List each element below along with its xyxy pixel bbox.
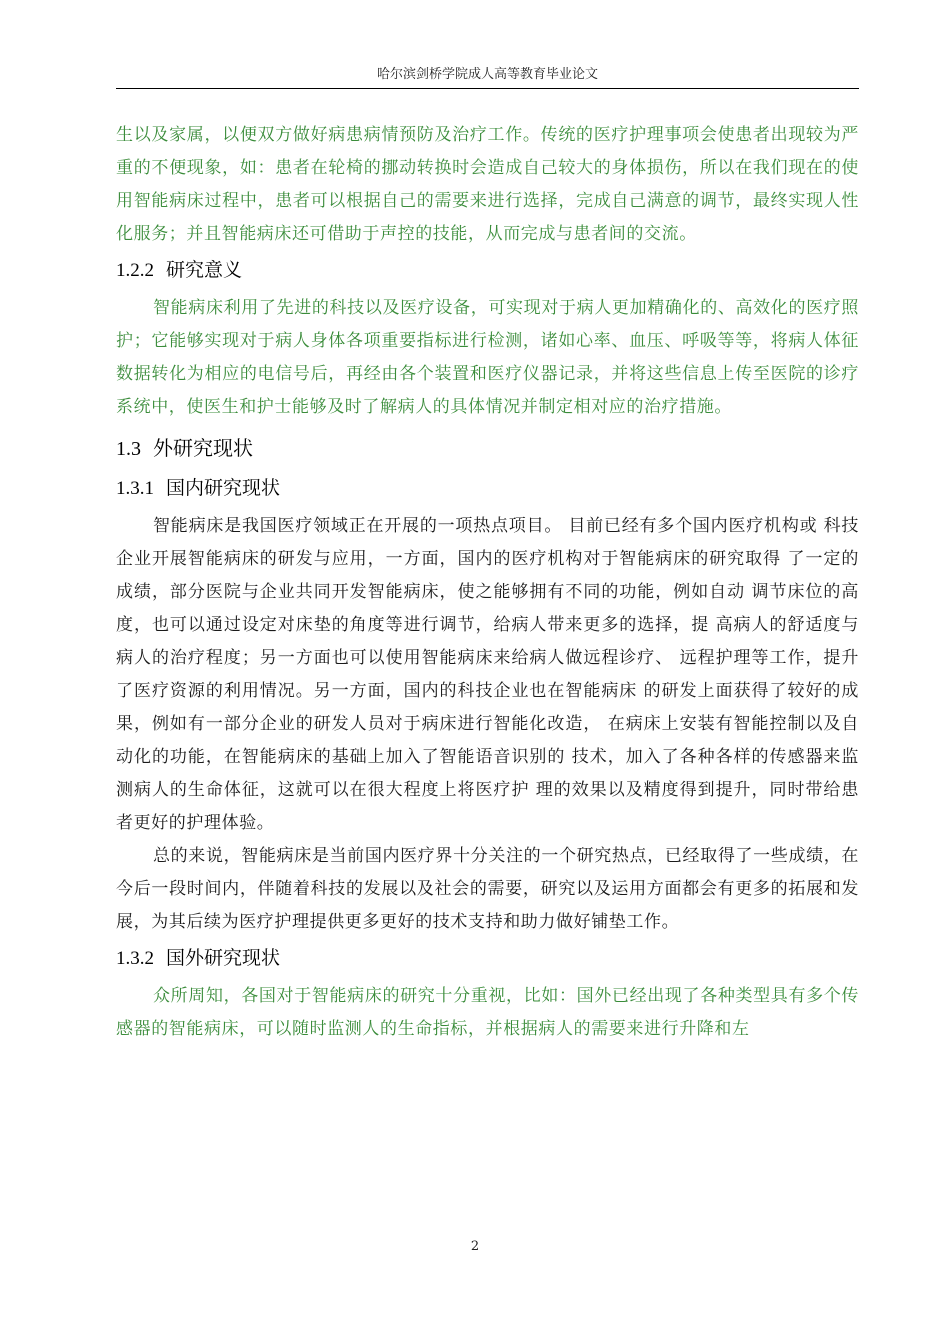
domestic-research-paragraph-2: 总的来说，智能病床是当前国内医疗界十分关注的一个研究热点，已经取得了一些成绩，在今后一段时间内，伴随着科技的发展以及社会的需要，研究以及运用方面都会有更多的拓展和发展，为其后续为医疗护理提供更多更好的技术支持和助力做好铺垫工作。	[116, 846, 859, 932]
continued-paragraph: 生以及家属，以便双方做好病患病情预防及治疗工作。传统的医疗护理事项会使患者出现较为严重的不便现象，如：患者在轮椅的挪动转换时会造成自己较大的身体损伤，所以在我们现在的使用智能病床过程中，患者可以根据自己的需要来进行选择，完成自己满意的调节，最终实现人性化服务；并且智能病床还可借助于声控的技能，从而完成与患者间的交流。	[116, 125, 859, 244]
research-significance-paragraph: 智能病床利用了先进的科技以及医疗设备，可实现对于病人更加精确化的、高效化的医疗照护；它能够实现对于病人身体各项重要指标进行检测，诸如心率、血压、呼吸等等，将病人体征数据转化为相应的电信号后，再经由各个装置和医疗仪器记录，并将这些信息上传至医院的诊疗系统中，使医生和护士能够及时了解病人的具体情况并制定相对应的治疗措施。	[116, 298, 859, 417]
section-number: 1.3.2	[116, 948, 154, 969]
header-rule	[116, 88, 859, 89]
section-heading-1-2-2	[116, 255, 859, 286]
section-number: 1.3	[116, 438, 141, 460]
section-number: 1.3.1	[116, 478, 154, 499]
page-content	[116, 119, 859, 1046]
page-number: 2	[470, 1239, 480, 1254]
section-number: 1.2.2	[116, 260, 154, 281]
section-heading-1-3-2	[116, 943, 859, 974]
running-header: 哈尔滨剑桥学院成人高等教育毕业论文	[376, 67, 598, 82]
section-heading-1-3-1	[116, 473, 859, 504]
section-title: 外研究现状	[153, 436, 253, 460]
foreign-research-paragraph: 众所周知，各国对于智能病床的研究十分重视，比如：国外已经出现了各种类型具有多个传感器的智能病床，可以随时监测人的生命指标，并根据病人的需要来进行升降和左	[116, 986, 859, 1039]
section-heading-1-3	[116, 432, 859, 465]
section-title: 研究意义	[166, 259, 243, 281]
section-title: 国外研究现状	[166, 947, 281, 969]
domestic-research-paragraph-1: 智能病床是我国医疗领域正在开展的一项热点项目。 目前已经有多个国内医疗机构或 科技企业开展智能病床的研发与应用，一方面，国内的医疗机构对于智能病床的研究取得 了一定的成绩，部分医院与企业共同开发智能病床，使之能够拥有不同的功能，例如自动 调节床位的高度，也可以通过设定对床垫的角度等进行调节，给病人带来更多的选择，提 高病人的舒适度与病人的治疗程度；另一方面也可以使用智能病床来给病人做远程诊疗、 远程护理等工作，提升了医疗资源的利用情况。另一方面，国内的科技企业也在智能病床 的研发上面获得了较好的成果，例如有一部分企业的研发人员对于病床进行智能化改造， 在病床上安装有智能控制以及自动化的功能，在智能病床的基础上加入了智能语音识别的 技术，加入了各种各样的传感器来监测病人的生命体征，这就可以在很大程度上将医疗护 理的效果以及精度得到提升，同时带给患者更好的护理体验。	[116, 516, 859, 833]
section-title: 国内研究现状	[166, 477, 281, 499]
